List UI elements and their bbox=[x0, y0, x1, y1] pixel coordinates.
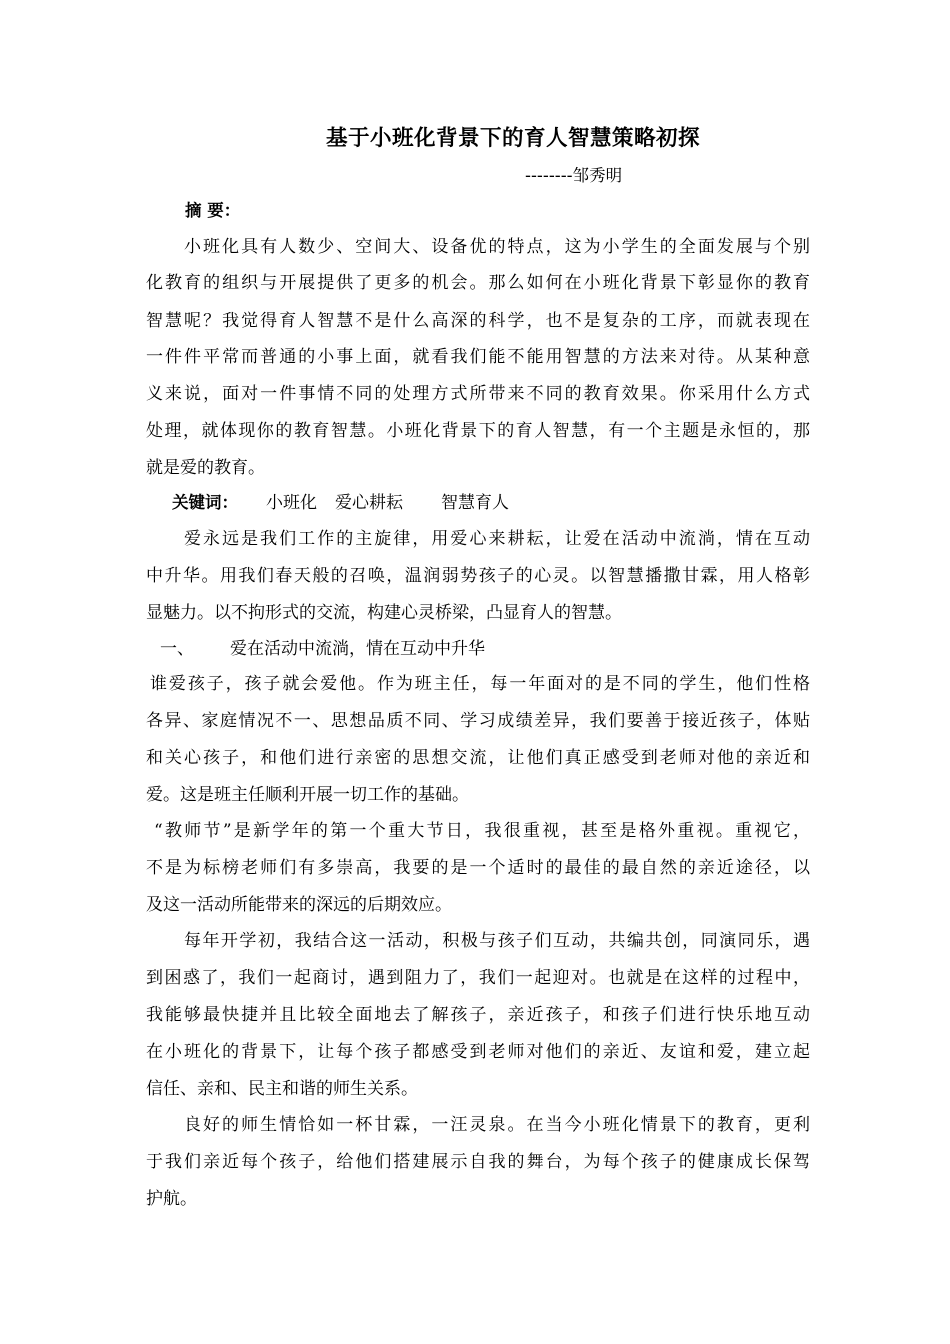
keywords-label: 关键词： bbox=[172, 493, 238, 512]
keywords-row bbox=[172, 491, 509, 515]
paragraph-line: 到困惑了，我们一起商讨，遇到阻力了，我们一起迎对。也就是在这样的过程中， bbox=[146, 968, 810, 988]
abstract-line: 处理，就体现你的教育智慧。小班化背景下的育人智慧，有一个主题是永恒的，那 bbox=[146, 421, 810, 441]
abstract-label: 摘 要： bbox=[185, 201, 241, 220]
paragraph-line: 各异、家庭情况不一、思想品质不同、学习成绩差异，我们要善于接近孩子，体贴 bbox=[146, 711, 810, 731]
abstract-line: 就是爱的教育。 bbox=[146, 458, 265, 478]
abstract-line: 小班化具有人数少、空间大、设备优的特点，这为小学生的全面发展与个别 bbox=[184, 237, 810, 257]
document-title: 基于小班化背景下的育人智慧策略初探 bbox=[325, 126, 700, 151]
paragraph-line: 良好的师生情恰如一杯甘霖，一汪灵泉。在当今小班化情景下的教育，更利 bbox=[184, 1115, 810, 1135]
paragraph-line: 及这一活动所能带来的深远的后期效应。 bbox=[146, 895, 452, 915]
section-heading bbox=[160, 637, 485, 661]
intro-line: 中升华。用我们春天般的召唤，温润弱势孩子的心灵。以智慧播撒甘霖，用人格彰 bbox=[146, 566, 810, 586]
author-byline: --------邹秀明 bbox=[525, 166, 623, 185]
abstract-line: 义来说，面对一件事情不同的处理方式所带来不同的教育效果。你采用什么方式 bbox=[146, 384, 810, 404]
paragraph-line: 爱。这是班主任顺利开展一切工作的基础。 bbox=[146, 785, 469, 805]
intro-line: 爱永远是我们工作的主旋律，用爱心来耕耘，让爱在活动中流淌，情在互动 bbox=[184, 529, 810, 549]
section-title: 爱在活动中流淌，情在互动中升华 bbox=[230, 639, 485, 659]
intro-line: 显魅力。以不拘形式的交流，构建心灵桥梁，凸显育人的智慧。 bbox=[146, 603, 622, 623]
paragraph-line: 谁爱孩子，孩子就会爱他。作为班主任，每一年面对的是不同的学生，他们性格 bbox=[150, 674, 810, 694]
paragraph-line: “教师节”是新学年的第一个重大节日，我很重视，甚至是格外重视。重视它， bbox=[154, 821, 810, 841]
abstract-line: 化教育的组织与开展提供了更多的机会。那么如何在小班化背景下彰显你的教育 bbox=[146, 273, 810, 293]
keyword: 小班化 bbox=[266, 493, 317, 513]
paragraph-line: 在小班化的背景下，让每个孩子都感受到老师对他们的亲近、友谊和爱，建立起 bbox=[146, 1042, 810, 1062]
paragraph-line: 我能够最快捷并且比较全面地去了解孩子，亲近孩子，和孩子们进行快乐地互动 bbox=[146, 1005, 810, 1025]
paragraph-line: 和关心孩子，和他们进行亲密的思想交流，让他们真正感受到老师对他的亲近和 bbox=[146, 748, 810, 768]
paragraph-line: 于我们亲近每个孩子，给他们搭建展示自我的舞台，为每个孩子的健康成长保驾 bbox=[146, 1152, 810, 1172]
paragraph-line: 信任、亲和、民主和谐的师生关系。 bbox=[146, 1079, 418, 1099]
paragraph-line: 不是为标榜老师们有多崇高，我要的是一个适时的最佳的最自然的亲近途径，以 bbox=[146, 858, 810, 878]
abstract-line: 智慧呢？我觉得育人智慧不是什么高深的科学，也不是复杂的工序，而就表现在 bbox=[146, 311, 810, 331]
paragraph-line: 每年开学初，我结合这一活动，积极与孩子们互动，共编共创，同演同乐，遇 bbox=[184, 931, 810, 951]
abstract-line: 一件件平常而普通的小事上面，就看我们能不能用智慧的方法来对待。从某种意 bbox=[146, 347, 810, 367]
keyword: 智慧育人 bbox=[441, 493, 509, 513]
paragraph-line: 护航。 bbox=[146, 1189, 197, 1209]
keyword: 爱心耕耘 bbox=[335, 493, 403, 513]
section-number: 一、 bbox=[160, 639, 194, 659]
